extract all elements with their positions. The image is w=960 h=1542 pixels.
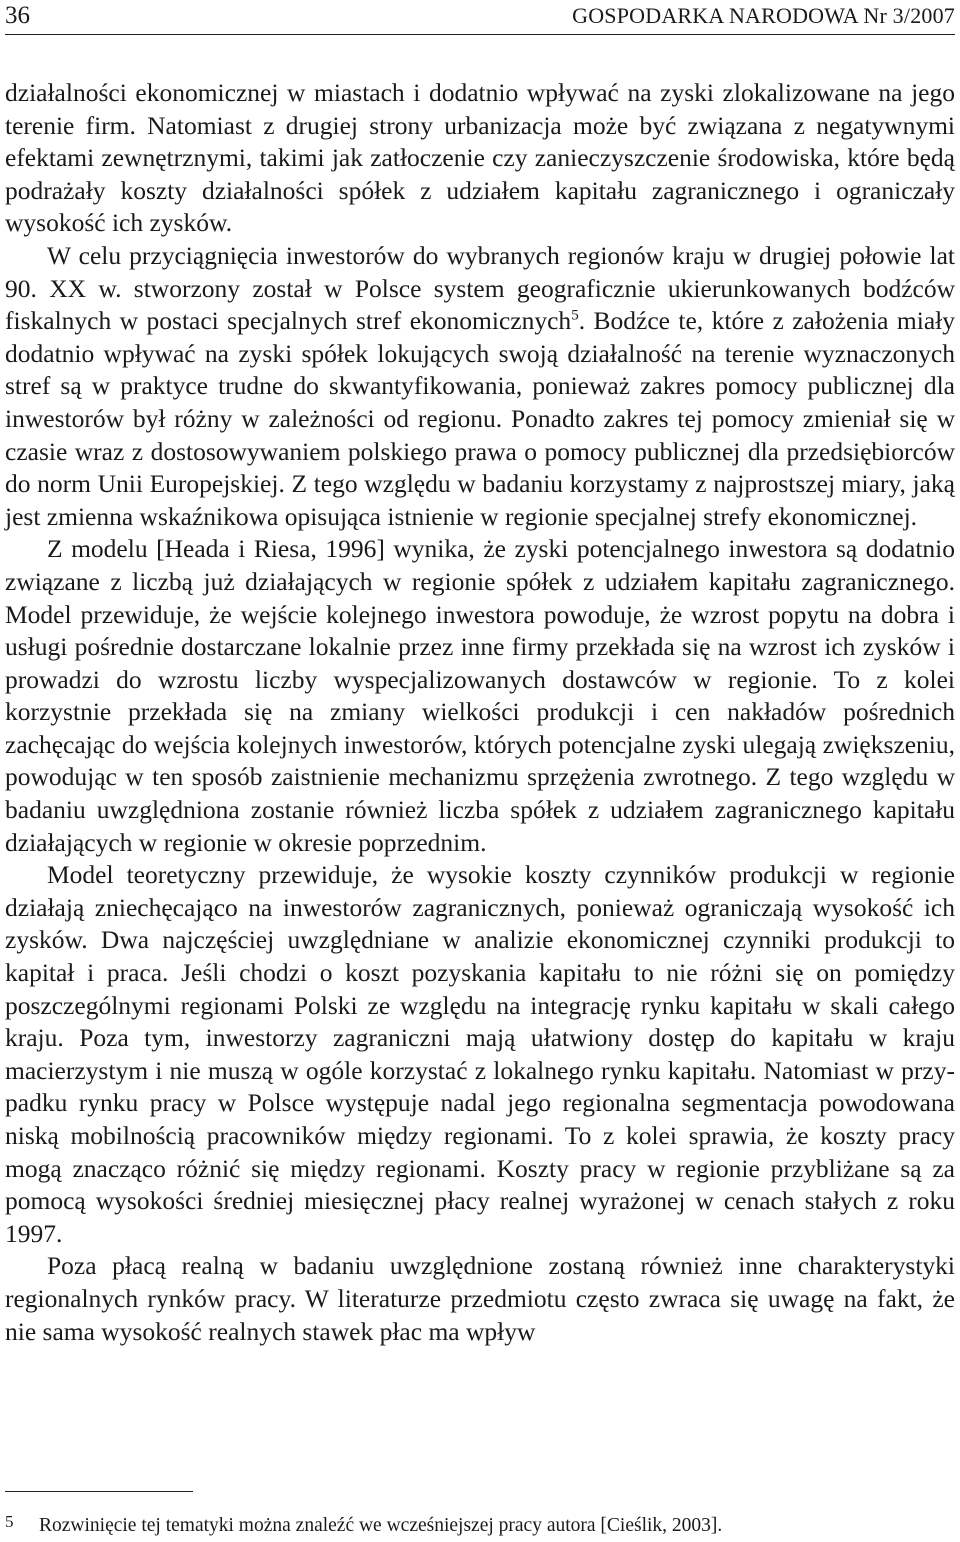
paragraph-text: Model teoretyczny przewiduje, że wysokie koszty czynników produkcji w regionie działają zniechęcająco na inwestorów zagranicznych, ponieważ ograniczają wysokość ich zysków. Dwa najczęściej uwzględniane w analizie ekonomicznej czynniki produkcji to kapitał i praca. Jeśli chodzi o koszt pozyskania kapitału to nie różni się on pomiędzy poszczególnymi regionami Polski ze względu na integrację rynku kapitału w skali całego kraju. Poza tym, inwestorzy zagraniczni mają ułatwiony dostęp do kapitału w kraju macierzystym i nie muszą w ogóle korzystać z lokalnego rynku kapitału. Natomiast w przypadku rynku pracy w Polsce występuje nadal jego regionalna segmentacja powodowana niską mobilnością pracowników między regionami. To z kolei sprawia, że koszty pracy mogą znacząco różnić się między regionami. Koszty pracy w regionie przybliżane są za pomocą wysokości średniej miesięcznej płacy realnej wyrażonej w cenach stałych z roku 1997. [5,860,955,1248]
paragraph-text: W celu przyciągnięcia inwestorów do wybranych regionów kraju w drugiej połowie lat 90. XX w. stworzony został w Polsce system geograficznie ukierunkowanych bodźców fiskalnych w postaci specjalnych stref ekonomicznych [5,240,955,336]
paragraph-text: Poza płacą realną w badaniu uwzględnione zostaną również inne charakterystyki regionalnych rynków pracy. W literaturze przedmiotu często zwraca się uwagę na fakt, że nie sama wysokość realnych stawek płac ma wpływ [5,1251,955,1346]
paragraph-4 [5,859,955,1250]
page-number: 36 [5,2,30,29]
article-body [5,77,955,1348]
page [5,0,955,1348]
footnote-number: 5 [5,1512,14,1531]
running-header [5,0,955,35]
footnote-text: Rozwinięcie tej tematyki można znaleźć we wcześniejszej pracy autora [Cieślik, 2003]. [39,1515,723,1536]
paragraph-text: działalności ekonomicznej w miastach i dodatnio wpływać na zyski zlokalizowane na jego terenie firm. Natomiast z drugiej strony urbanizacja może być związana z negatywnymi efektami zewnętrznymi, takimi jak zatłoczenie czy zanieczyszczenie środowiska, które będą podrażały koszty działalności spółek z udziałem kapitału zagranicznego i ograniczały wysokość ich zysków. [5,78,955,238]
paragraph-1 [5,77,955,240]
paragraph-3 [5,533,955,859]
journal-title: GOSPODARKA NARODOWA Nr 3/2007 [572,3,955,28]
paragraph-text: Z modelu [Heada i Riesa, 1996] wynika, że zyski potencjalnego inwestora są dodatnio związane z liczbą już działających w regionie spółek z udziałem kapitału zagranicznego. Model przewiduje, że wejście kolejnego inwestora powoduje, że wzrost popytu na dobra i usługi pośrednie dostarczane lokalnie przez inne firmy przekłada się na wzrost ich zysków i prowadzi do wzrostu liczby wyspecjalizowanych dostawców w regionie. To z kolei korzystnie przekłada się na zmiany wielkości produkcji i cen nakładów pośrednich zachęcając do wejścia kolejnych inwestorów, których potencjalne zyski ulegają zwiększeniu, powodując w ten sposób zaistnienie mechanizmu sprzężenia zwrotnego. Z tego względu w badaniu uwzględniona zostanie również liczba spółek z udziałem zagranicznego kapitału działających w regionie w okresie poprzednim. [5,534,955,857]
paragraph-text: . Bodźce te, które z założenia miały dodatnio wpływać na zyski spółek lokujących swoją działalność na terenie wyznaczonych stref są w praktyce trudne do skwantyfikowania, ponieważ zakres pomocy publicznej dla inwestorów był różny w zależności od regionu. Ponadto zakres tej pomocy zmieniał się w czasie wraz z dostosowywaniem polskiego prawa o pomocy publicznej dla przedsiębiorców do norm Unii Europejskiej. Z tego względu w badaniu korzystamy z najprostszej miary, jaką jest zmienna wskaźnikowa opisująca istnienie w regionie specjalnej strefy ekonomicznej. [5,306,955,531]
footnote-reference[interactable]: 5 [571,307,579,324]
footnote [5,1510,955,1538]
paragraph-5 [5,1250,955,1348]
footnote-divider [5,1491,193,1492]
paragraph-2 [5,240,955,533]
